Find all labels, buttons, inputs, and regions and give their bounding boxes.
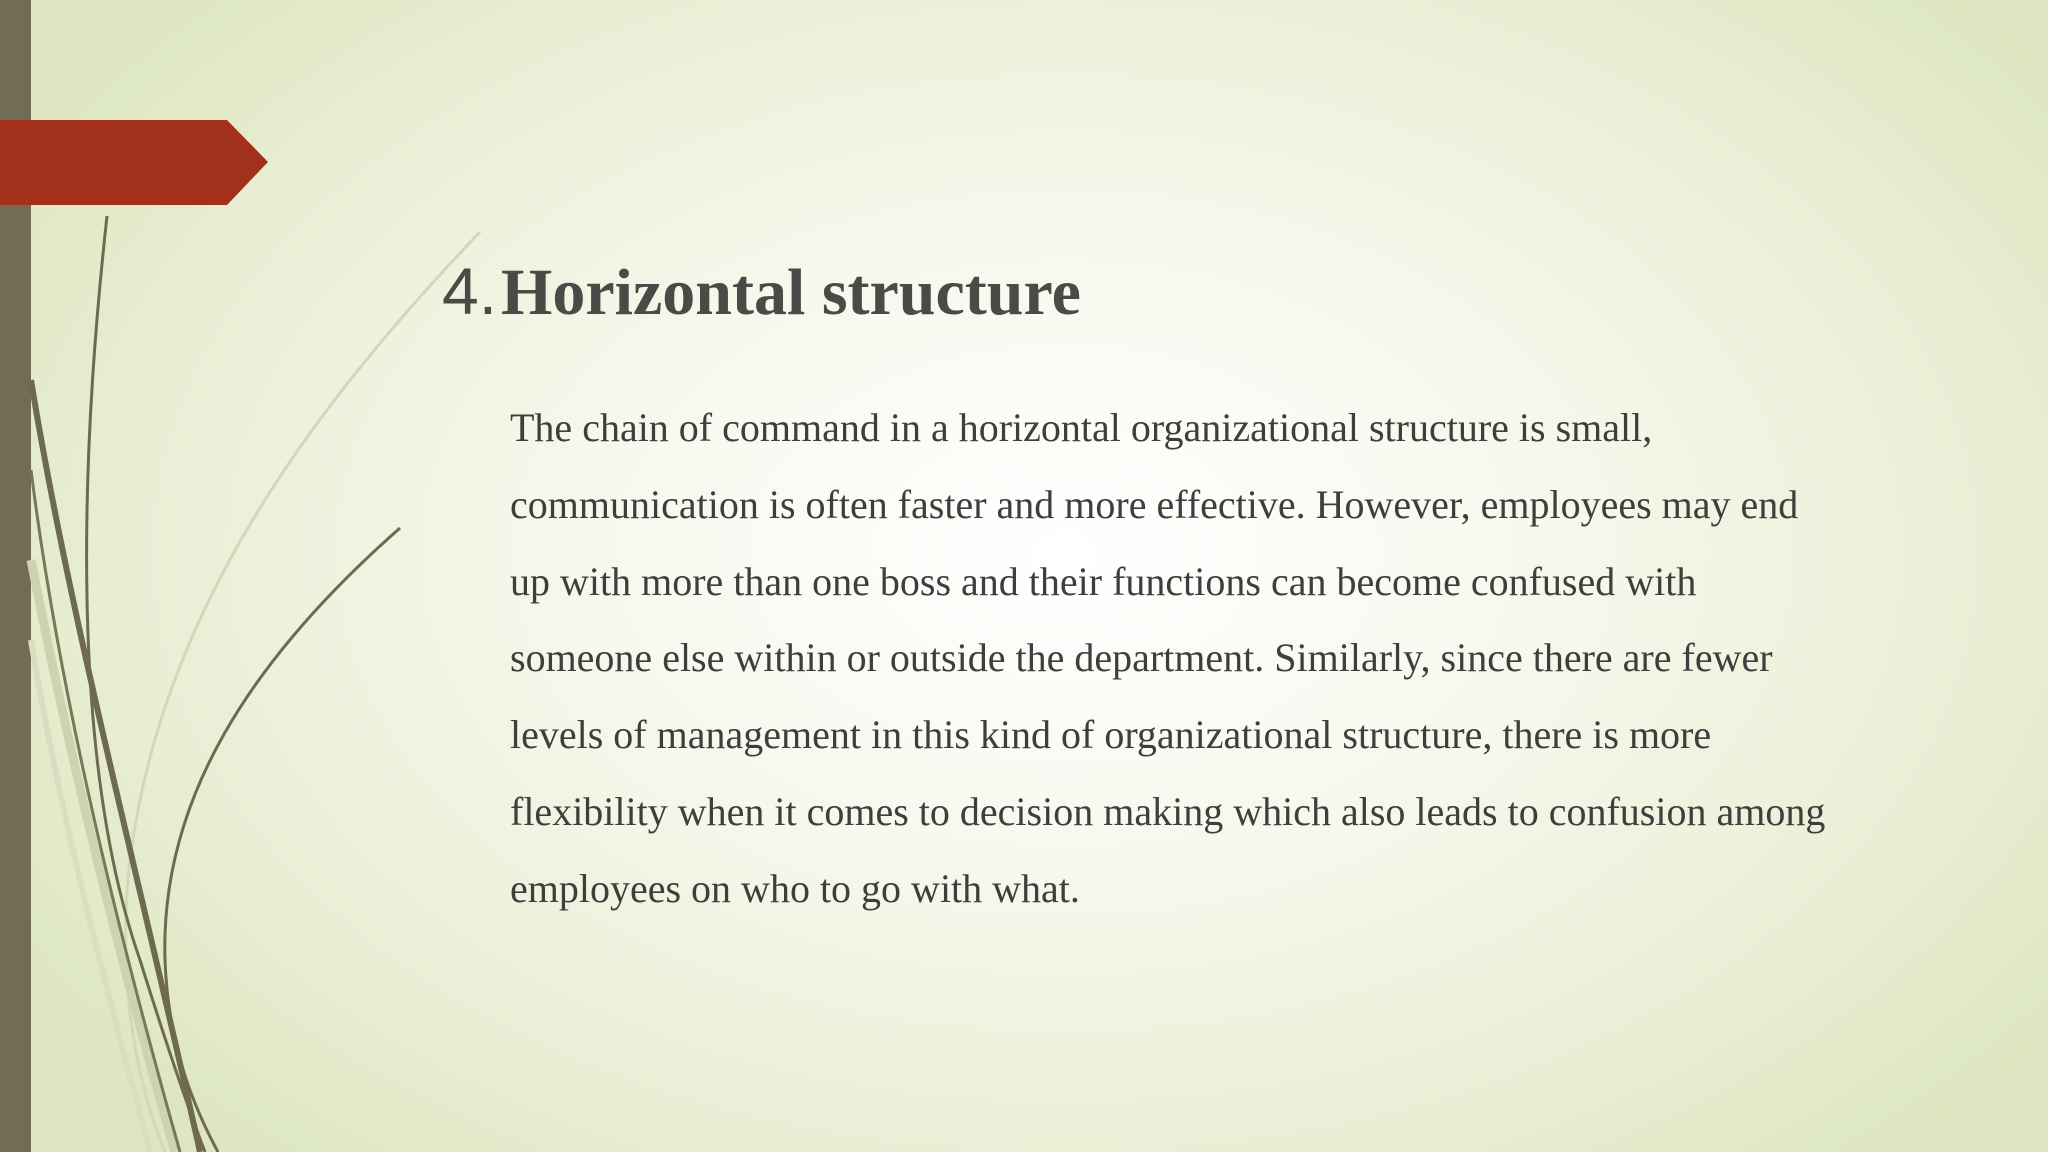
- body-line: employees on who to go with what.: [510, 865, 1080, 911]
- slide-title: [442, 254, 1081, 329]
- slide-body-paragraph: [510, 390, 1930, 928]
- decor-curve-dark-1: [87, 216, 205, 1152]
- body-line: up with more than one boss and their functions can become confused with: [510, 558, 1697, 604]
- body-line: levels of management in this kind of organizational structure, there is more: [510, 712, 1712, 758]
- accent-arrow-tab: [0, 120, 268, 205]
- body-line: communication is often faster and more effective. However, employees may end: [510, 481, 1799, 527]
- body-line: flexibility when it comes to decision making which also leads to confusion among: [510, 788, 1826, 834]
- body-line: The chain of command in a horizontal organizational structure is small,: [510, 405, 1653, 450]
- title-text: Horizontal structure: [501, 256, 1081, 329]
- title-number: 4.: [442, 254, 498, 328]
- body-line: someone else within or outside the department. Similarly, since there are fewer: [510, 635, 1773, 681]
- decor-curve-light-1: [125, 232, 480, 1152]
- decor-curve-light-3: [31, 640, 150, 1152]
